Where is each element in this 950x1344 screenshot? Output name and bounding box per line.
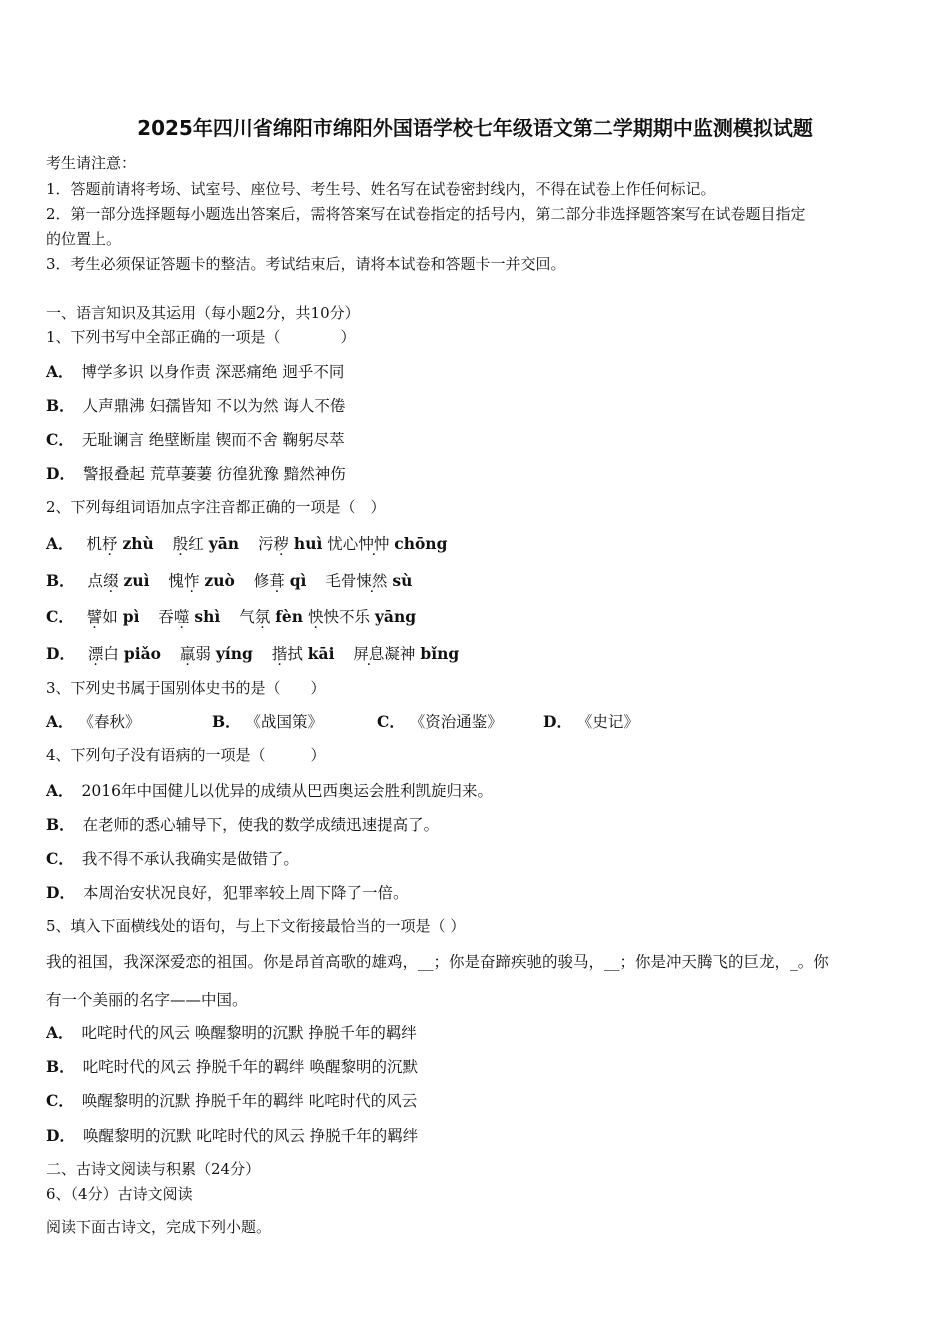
word: 殷红 [172,535,204,553]
pinyin: sù [392,571,413,590]
word: 漂白 [87,645,119,663]
word: 污秽 [257,535,289,553]
pinyin: yāng [374,607,417,626]
option-label: A． [46,1023,74,1042]
instruction: 阅读下面古诗文，完成下列小题。 [46,1218,272,1236]
option-label: D． [46,464,75,483]
option [46,881,408,903]
notice-item: 3．考生必须保证答题卡的整洁。考试结束后，请将本试卷和答题卡一并交回。 [46,255,566,273]
notice-item: 1．答题前请将考场、试室号、座位号、考生号、姓名写在试卷密封线内，不得在试卷上作任何标记。 [46,180,716,198]
option-label: B． [212,712,241,731]
option [46,779,493,801]
option [46,1089,417,1111]
word: 譬如 [86,608,118,626]
word: 吞噬 [158,608,190,626]
question-stem: 2、下列每组词语加点字注音都正确的一项是（ ） [46,498,386,516]
option [46,1021,417,1043]
option-label: A． [46,712,74,731]
pinyin: chōng [394,534,448,553]
option-text: 人声鼎沸 妇孺皆知 不以为然 诲人不倦 [82,397,346,415]
pinyin: yíng [215,644,253,663]
option [377,710,503,732]
section-heading: 一、语言知识及其运用（每小题2分，共10分） [46,304,360,322]
option-text: 我不得不承认我确实是做错了。 [81,850,299,868]
option-text: 本周治安状况良好，犯罪率较上周下降了一倍。 [82,884,409,902]
option-label: D． [46,644,75,663]
option-text: 2016年中国健儿以优异的成绩从巴西奥运会胜利凯旋归来。 [81,782,493,800]
pinyin: shì [194,607,221,626]
option-label: B． [46,396,75,415]
notice-item: 的位置上。 [46,230,122,248]
pinyin: huì [293,534,323,553]
question-stem: 1、下列书写中全部正确的一项是（ ） [46,328,356,346]
notice-item: 2．第一部分选择题每小题选出答案后，需将答案写在试卷指定的括号内，第二部分非选择题答案写在试卷题目指定 [46,205,806,223]
option-text: 唤醒黎明的沉默 叱咤时代的风云 挣脱千年的羁绊 [82,1127,419,1145]
option-label: C． [377,712,405,731]
word: 气氛 [239,608,271,626]
option-label: D． [543,712,572,731]
word: 羸弱 [179,645,211,663]
pinyin: fèn [275,607,303,626]
option [212,710,323,732]
option [46,428,345,450]
section-heading: 二、古诗文阅读与积累（24分） [46,1160,261,1178]
pinyin: qì [289,571,307,590]
option [46,532,447,554]
option-text: 博学多识 以身作责 深恶痛绝 迥乎不同 [81,363,345,381]
option [46,462,346,484]
option [46,642,459,664]
option [46,847,299,869]
option-text: 《春秋》 [78,713,141,731]
option [46,605,416,627]
page-title: 2025年四川省绵阳市绵阳外国语学校七年级语文第二学期期中监测模拟试题 [137,116,813,140]
option [46,394,345,416]
question-stem: 3、下列史书属于国别体史书的是（ ） [46,679,326,697]
passage: 有一个美丽的名字——中国。 [46,991,248,1009]
option-label: A． [46,781,74,800]
option-label: D． [46,883,75,902]
option [46,1124,418,1146]
option-text: 《战国策》 [245,713,324,731]
word: 点缀 [87,572,119,590]
option [46,813,439,835]
pinyin: bǐng [420,644,460,663]
pinyin: yān [208,534,240,553]
word: 屏息凝神 [353,645,416,663]
option-text: 《资治通鉴》 [409,713,503,731]
option-label: B． [46,815,75,834]
word: 愧怍 [168,572,200,590]
option-label: A． [46,362,74,381]
option-text: 在老师的悉心辅导下，使我的数学成绩迅速提高了。 [82,816,440,834]
option-label: C． [46,849,74,868]
question-stem: 6、（4分）古诗文阅读 [46,1185,193,1203]
option [46,1055,418,1077]
passage: 我的祖国，我深深爱恋的祖国。你是昂首高歌的雄鸡，__；你是奋蹄疾驰的骏马，__；你是冲天腾飞的巨龙，_。你 [46,953,829,971]
word: 忧心忡忡 [327,535,390,553]
option [46,360,344,382]
pinyin: piǎo [123,644,161,663]
option-label: A． [46,534,74,553]
pinyin: pì [122,607,140,626]
option-text: 警报叠起 荒草萋萋 彷徨犹豫 黯然神伤 [82,465,346,483]
option [46,569,412,591]
word: 揩拭 [271,645,303,663]
option-label: C． [46,430,74,449]
option-label: D． [46,1126,75,1145]
question-stem: 4、下列句子没有语病的一项是（ ） [46,746,326,764]
notice-heading: 考生请注意： [46,154,137,172]
option-label: B． [46,1057,75,1076]
pinyin: zuì [123,571,150,590]
option-text: 叱咤时代的风云 唤醒黎明的沉默 挣脱千年的羁绊 [81,1024,417,1042]
option-label: C． [46,1091,74,1110]
pinyin: kāi [307,644,335,663]
option-text: 唤醒黎明的沉默 挣脱千年的羁绊 叱咤时代的风云 [81,1092,418,1110]
pinyin: zhù [122,534,154,553]
option [46,710,140,732]
option-label: B． [46,571,75,590]
word: 修葺 [253,572,285,590]
word: 怏怏不乐 [307,608,370,626]
option-label: C． [46,607,74,626]
word: 机杼 [86,535,118,553]
option-text: 《史记》 [576,713,639,731]
option-text: 叱咤时代的风云 挣脱千年的羁绊 唤醒黎明的沉默 [82,1058,418,1076]
pinyin: zuò [204,571,235,590]
question-stem: 5、填入下面横线处的语句，与上下文衔接最恰当的一项是（ ） [46,917,466,935]
option-text: 无耻谰言 绝壁断崖 锲而不舍 鞠躬尽萃 [81,431,345,449]
word: 毛骨悚然 [325,572,388,590]
option [543,710,639,732]
